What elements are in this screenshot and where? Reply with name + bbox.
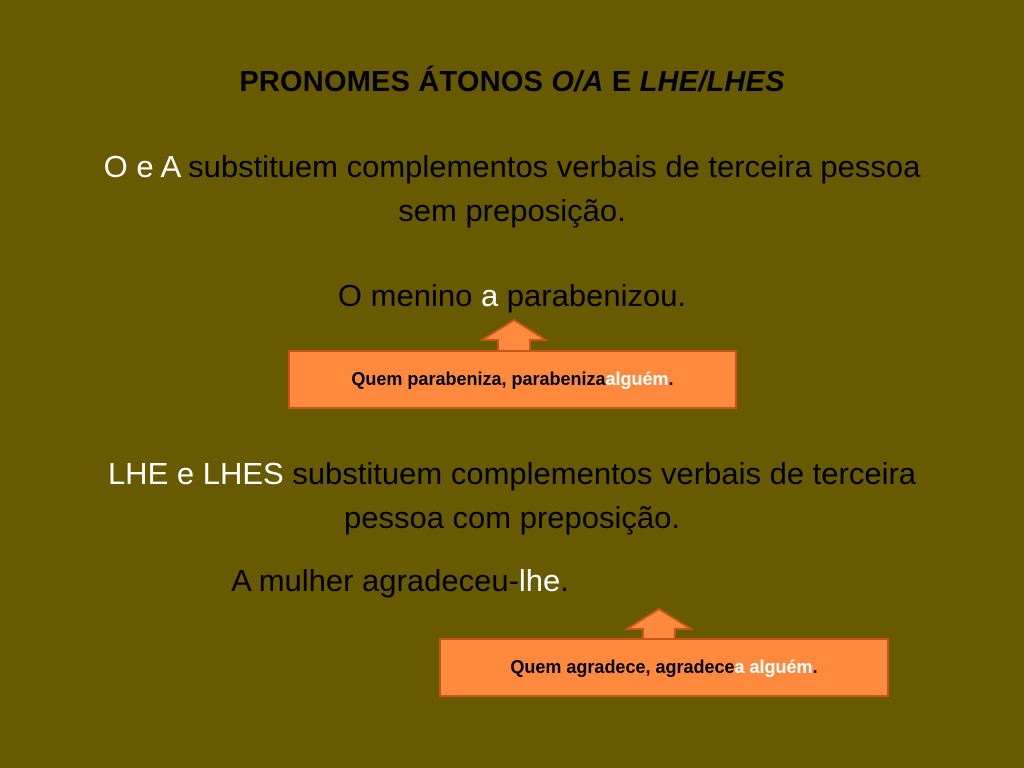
paragraph-lhe-lhes <box>80 452 944 540</box>
title-text-4: LHE/LHES <box>639 66 785 98</box>
callout-box-1 <box>288 350 737 409</box>
callout-1-text: Quem parabeniza, parabeniza <box>351 369 606 389</box>
example-2-after: . <box>560 563 569 598</box>
example-1-pronoun: a <box>480 278 499 313</box>
example-1-before: O menino <box>337 278 481 313</box>
paragraph-o-a-rest: substituem complementos verbais de terceira pessoa sem preposição. <box>179 149 921 228</box>
callout-box-2 <box>439 638 889 697</box>
callout-1-end: . <box>668 369 674 389</box>
callout-2-end: . <box>812 657 818 677</box>
example-1-after: parabenizou. <box>498 278 687 313</box>
slide-title <box>0 66 1024 99</box>
example-2-pronoun: lhe <box>518 563 561 598</box>
paragraph-o-a <box>80 145 944 233</box>
conjunction-e: e <box>127 149 161 184</box>
title-text-3: E <box>603 66 640 98</box>
title-text-2: O/A <box>551 66 604 98</box>
highlight-a: A <box>160 149 180 184</box>
example-sentence-2 <box>0 561 912 601</box>
example-2-before: A mulher agradeceu- <box>231 563 519 598</box>
highlight-o: O <box>103 149 128 184</box>
arrow-up-icon <box>478 318 550 354</box>
highlight-lhes: LHES <box>202 456 284 491</box>
example-sentence-1 <box>0 276 1024 316</box>
highlight-lhe: LHE <box>107 456 169 491</box>
conjunction-e-2: e <box>168 456 203 491</box>
paragraph-lhe-lhes-rest: substituem complementos verbais de terceira pessoa com preposição. <box>283 456 917 535</box>
callout-2-highlight: a alguém <box>734 657 813 677</box>
callout-2-text: Quem agradece, agradece <box>510 657 735 677</box>
callout-1-highlight: alguém <box>605 369 669 389</box>
title-text-1: PRONOMES ÁTONOS <box>239 66 552 98</box>
